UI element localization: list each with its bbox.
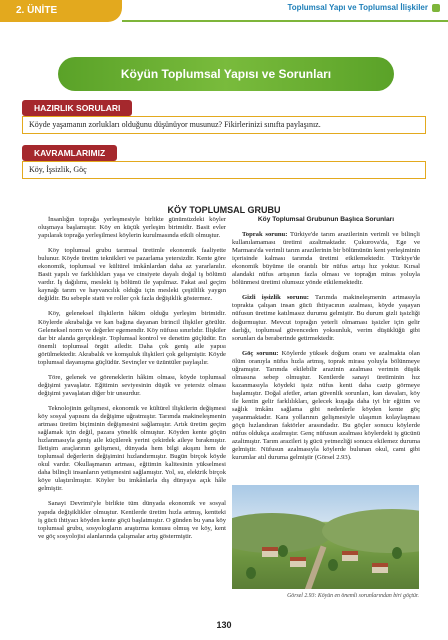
lesson-title-banner: Köyün Toplumsal Yapısı ve Sorunları — [58, 57, 394, 91]
tree-shape — [246, 567, 256, 579]
unemployment-text: Tarımda makineleşmenin artmasıyla toprakta çalışan insan gücü ihtiyacının azalması, köyde yaşayan nüfusun üretime katılmasız durumu gelmiştir. Bu durum gizli işsizliği doğurmuştur. Mevcut toprağın yeterli olmaması işsizler için gelir darlığı, toplumsal güvenceden yoksunluk, verim düşüklüğü gibi sorunları da beraberinde getirmektedir. — [232, 294, 420, 342]
house-shape — [372, 563, 388, 573]
tree-shape — [328, 559, 338, 571]
migration-text: Köylerde yüksek doğum oranı ve azalmakta olan ölüm oranıyla nüfus hızla artmış, toprak mirası yoluyla bölünmeye uğramıştır. Tarımda ekilebilir arazinin azalması verimin düşük olmasına sebep olmuştur. Kentlerde sanayi üretiminin hız kazanmasıyla köydeki işsiz nüfus kenti daha cazip görmeye başlamıştır. Doğal afetler, artan güvenlik sorunları, kan davaları, köy ile kentin gelir farklılıkları, gelecek kuşağa daha iyi bir eğitim ve sağlık imkânı sağlama gibi nedenlerle köyden kente göç yaşanmaktadır. Kara yollarının gelişmesiyle ulaşımın kolaylaşması göçü hızlandıran faktörler arasındadır. Bu göçler sonucu köylerde nüfus oldukça azalmıştır. Genç nüfusun azalması köylerdeki iş gücünü azaltmıştır. Tarım arazileri iş gücü yetmezliği sonucu ekilemez duruma gelmiştir. Nüfusun azalmasıyla köylerde bulunan okul, cami gibi kurumlar atıl duruma gelmiştir (Görsel 2.93). — [232, 349, 420, 462]
house-shape — [262, 547, 278, 557]
photo-caption: Görsel 2.93: Köyün en önemli sorunlarından biri göçtür. — [287, 593, 419, 599]
concepts-label: KAVRAMLARIMIZ — [22, 145, 117, 161]
soil-text: Türkiye'de tarım arazilerinin verimli ve bilinçli kullanılamaması üretimi azaltmaktadır. Çukurova'da, Ege ve Marmara'da verimli tarım arazilerinin bir bölümünün kent yerleşiminin içerisinde kalması tarımda üretimi etkilemektedir. Türkiye'de ekonomik büyüme ile orantılı bir nüfus artışı hız yoktur. Kırsal alandaki nüfus artışının fazla olması ve toprağın miras yoluyla bölünmesi üretimi olumsuz yönde etkilemektedir. — [232, 231, 420, 287]
paragraph: Köy toplumsal grubu tarımsal üretimle ekonomik faaliyette bulunur. Köyde üretim teknikleri ve pazarlama yetersizdir. Kente göre ekonomik, toplumsal ve kültürel imkânlardan daha az yararlanılır. Basit yapılı ve farklılıkları yaşa ve cinsiyete dayalı doğal iş bölümü vardır. İş dağılımı, mesleki iş bölümü ile yapılmaz. Fakat asıl geçim kaynağı tarım ve hayvancılık olduğu için mesleki çeşitlilik yaygın değildir. Bu sebeple statü ve roller çok fazla değişiklik göstermez. — [38, 247, 226, 303]
page-number: 130 — [216, 620, 232, 630]
paragraph: Köy, geleneksel ilişkilerin hâkim olduğu yerleşim birimidir. Köylerde akrabalığa ve kan bağına dayanan birincil ilişkiler görülür. Geleneksel norm ve değerler egemendir. Köy nüfusu sınırlıdır. İlişkiler dar bir alanda gerçekleşir. Toplumsal kontrol ve denetim güçlüdür. En önemli toplumsal örgüt ailedir. Daha çok geniş aile yapısı görülmektedir. Akrabalık ve komşuluk ilişkileri çok gelişmiştir. Köyde toplumsal dayanışma güçlüdür. Sevinçler ve üzüntüler paylaşılır. — [38, 310, 226, 366]
warmup-label: HAZIRLIK SORULARI — [22, 100, 132, 116]
tree-shape — [392, 547, 402, 559]
soil-title: Toprak sorunu: — [242, 231, 288, 239]
unit-label: 2. ÜNİTE — [0, 0, 122, 22]
paragraph-unemployment — [232, 294, 420, 342]
unemployment-title: Gizli işsizlik sorunu: — [242, 294, 309, 302]
road-shape — [304, 545, 327, 589]
warmup-question-box: Köyde yaşamanın zorlukları olduğunu düşünüyor musunuz? Fikirlerinizi sınıfta paylaşınız. — [22, 116, 426, 134]
paragraph-soil — [232, 231, 420, 287]
paragraph: Sanayi Devrimi'yle birlikte tüm dünyada ekonomik ve sosyal yapıda değişiklikler olmuştur. Kentlerde üretim hızla artmış, kentteki iş gücü ihtiyacı köyden kente göçü başlatmıştır. O günden bu yana köy toplumsal grubu, sosyologların araştırma konusu olmuş ve köy, kent ve göç sosyolojisi alanlarında çalışmalar artış göstermiştir. — [38, 500, 226, 540]
concepts-box: Köy, İşsizlik, Göç — [22, 161, 426, 179]
header-square-icon — [432, 4, 440, 12]
paragraph: Töre, gelenek ve göreneklerin hâkim olması, köyde toplumsal değişimi yavaşlatır. Eğitimin seviyesinin düşük ve yetersiz olması değişimi yavaşlatan diğer bir unsurdur. — [38, 373, 226, 397]
section-heading: KÖY TOPLUMSAL GRUBU — [167, 205, 281, 215]
paragraph: İnsanlığın toprağa yerleşmesiyle birlikte günümüzdeki köyler oluşmaya başlamıştır. Köy en küçük yerleşim birimidir. Basit evler yapılarak toprağa yerleşilmesi köylerin kurulmasında etkili olmuştur. — [38, 216, 226, 240]
left-column-text — [38, 216, 226, 548]
chapter-title: Toplumsal Yapı ve Toplumsal İlişkiler — [287, 3, 428, 12]
tree-shape — [278, 545, 288, 557]
header-divider — [122, 20, 448, 22]
paragraph-migration — [232, 350, 420, 463]
problems-subheading: Köy Toplumsal Grubunun Başlıca Sorunları — [257, 216, 395, 223]
hill-shape — [322, 509, 419, 553]
house-shape — [290, 557, 306, 567]
house-shape — [342, 551, 358, 561]
migration-title: Göç sorunu: — [242, 349, 279, 357]
paragraph: Teknolojinin gelişmesi, ekonomik ve kültürel ilişkilerin değişmesi köy sosyal yapısını da değişime uğratmıştır. Tarımda makineleşmenin artması üretim biçiminin değişmesini sağlamıştır. Artık üretim geçim sağlamak için değil, pazara yönelik olmuştur. Köyden kente göçün hızlanmasıyla geniş aile küçülerek yerini çekirdek aileye bırakmıştır. İletişim araçlarının gelişmesi, dünyada hem bilgi akışını hem de toplumsal değerlerin değişimini hızlandırmıştır. Bugün birçok köyde okul vardır. Okullaşmanın artması, eğitimin kalitesinin yükselmesi daha bilinçli insanların yetişmesini sağlamıştır. Yol, su, elektrik birçok köye ulaştırılmıştır. Köyler bu imkânlarla dış dünyaya açık hâle gelmiştir. — [38, 404, 226, 493]
village-photo — [232, 485, 419, 589]
right-column-text — [232, 216, 420, 469]
